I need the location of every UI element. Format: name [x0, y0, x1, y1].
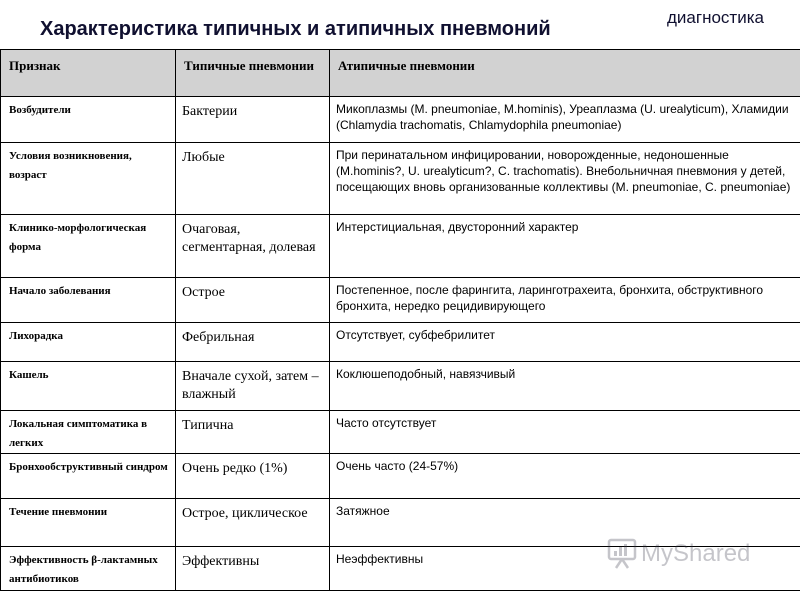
cell-typical: Фебрильная	[176, 323, 330, 362]
cell-atypical: Микоплазмы (M. pneumoniae, M.hominis), Уреаплазма (U. urealyticum), Хламидии (Chlamydia trachomatis, Chlamydophila pneumoniae)	[330, 97, 800, 143]
table-header-row	[1, 50, 800, 97]
table-row	[1, 547, 800, 591]
cell-atypical: Часто отсутствует	[330, 411, 800, 454]
section-tag: диагностика	[667, 8, 764, 27]
cell-typical: Острое, циклическое	[176, 499, 330, 547]
table-row	[1, 362, 800, 411]
cell-typical: Вначале сухой, затем – влажный	[176, 362, 330, 411]
cell-feature: Эффективность β-лактамных антибиотиков	[1, 547, 176, 591]
cell-atypical: Неэффективны	[330, 547, 800, 591]
cell-typical: Очень редко (1%)	[176, 454, 330, 499]
cell-atypical: Отсутствует, субфебрилитет	[330, 323, 800, 362]
cell-feature: Течение пневмонии	[1, 499, 176, 547]
table-row	[1, 499, 800, 547]
header-feature: Признак	[1, 50, 176, 97]
cell-atypical: Очень часто (24-57%)	[330, 454, 800, 499]
cell-typical: Острое	[176, 278, 330, 323]
table-row	[1, 411, 800, 454]
table-row	[1, 323, 800, 362]
cell-feature: Клинико-морфологическая форма	[1, 215, 176, 278]
cell-atypical: При перинатальном инфицировании, новорожденные, недоношенные (M.hominis?, U. urealyticum?, C. trachomatis). Внебольничная пневмония у детей, посещающих вновь организованные коллективы (M. pneumoniae, C. pneumoniae)	[330, 143, 800, 215]
cell-typical: Очаговая, сегментарная, долевая	[176, 215, 330, 278]
watermark-text: MyShared	[641, 540, 751, 567]
cell-typical: Бактерии	[176, 97, 330, 143]
table-row	[1, 97, 800, 143]
cell-feature: Локальная симптоматика в легких	[1, 411, 176, 454]
page-title: Характеристика типичных и атипичных пневмоний	[40, 18, 551, 40]
table-row	[1, 454, 800, 499]
cell-atypical: Интерстициальная, двусторонний характер	[330, 215, 800, 278]
cell-feature: Возбудители	[1, 97, 176, 143]
table-row	[1, 215, 800, 278]
cell-atypical: Постепенное, после фарингита, ларинготрахеита, бронхита, обструктивного бронхита, нередко рецидивирующего	[330, 278, 800, 323]
table-row	[1, 143, 800, 215]
cell-typical: Эффективны	[176, 547, 330, 591]
header-atypical: Атипичные пневмонии	[330, 50, 800, 97]
header-typical: Типичные пневмонии	[176, 50, 330, 97]
cell-feature: Лихорадка	[1, 323, 176, 362]
comparison-table	[0, 49, 800, 591]
cell-feature: Бронхообструктивный синдром	[1, 454, 176, 499]
cell-feature: Кашель	[1, 362, 176, 411]
table-row	[1, 278, 800, 323]
cell-atypical: Затяжное	[330, 499, 800, 547]
cell-feature: Условия возникновения, возраст	[1, 143, 176, 215]
cell-typical: Типична	[176, 411, 330, 454]
cell-atypical: Коклюшеподобный, навязчивый	[330, 362, 800, 411]
cell-typical: Любые	[176, 143, 330, 215]
cell-feature: Начало заболевания	[1, 278, 176, 323]
